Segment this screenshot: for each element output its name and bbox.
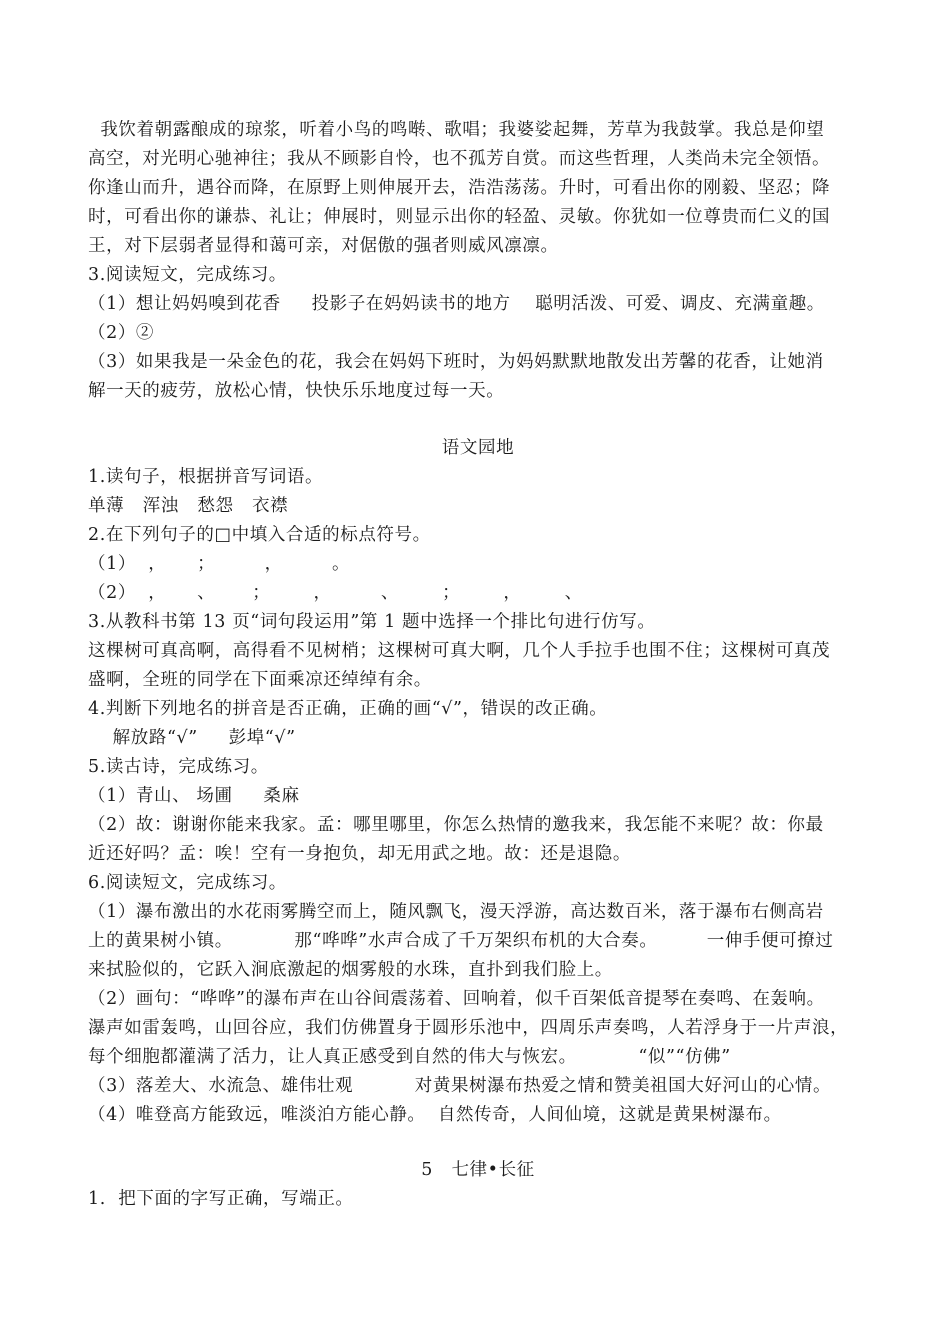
- answer-line: （1）想让妈妈嗅到花香 投影子在妈妈读书的地方 聪明活泼、可爱、调皮、充满童趣。: [88, 294, 825, 314]
- question-title: 1. 把下面的字写正确，写端正。: [88, 1189, 354, 1209]
- question-title: 5.读古诗，完成练习。: [88, 757, 269, 777]
- answer-line: 来拭脸似的，它跃入涧底激起的烟雾般的水珠，直扑到我们脸上。: [88, 960, 613, 980]
- answer-line: （3）落差大、水流急、雄伟壮观 对黄果树瀑布热爱之情和赞美祖国大好河山的心情。: [88, 1076, 832, 1096]
- document-page: [88, 116, 868, 1214]
- section-heading-changzheng: 5 七律•长征: [421, 1160, 535, 1180]
- question-title: 4.判断下列地名的拼音是否正确，正确的画“√”，错误的改正确。: [88, 699, 608, 719]
- answer-line: （2）②: [88, 323, 155, 343]
- answer-line: 这棵树可真高啊，高得看不见树梢；这棵树可真大啊，几个人手拉手也围不住；这棵树可真茂: [88, 641, 831, 661]
- question-title: 3.阅读短文，完成练习。: [88, 265, 287, 285]
- text-line: 高空，对光明心驰神往；我从不顾影自怜，也不孤芳自赏。而这些哲理，人类尚未完全领悟。: [88, 149, 831, 169]
- answer-line: 盛啊，全班的同学在下面乘凉还绰绰有余。: [88, 670, 432, 690]
- section-heading-yuwen-yuandi: 语文园地: [441, 438, 515, 458]
- answer-line: 解放路“√” 彭埠“√”: [88, 728, 296, 748]
- answer-line: 每个细胞都灌满了活力，让人真正感受到自然的伟大与恢宏。 “似”“仿佛”: [88, 1047, 731, 1067]
- answer-line: 单薄 浑浊 愁怨 衣襟: [88, 496, 289, 516]
- answer-block-3: [88, 1185, 868, 1214]
- answer-line: （2）画句：“哗哗”的瀑布声在山谷间震荡着、回响着，似千百架低音提琴在奏鸣、在轰响。: [88, 989, 825, 1009]
- question-title: 6.阅读短文，完成练习。: [88, 873, 287, 893]
- question-title: 3.从教科书第 13 页“词句段运用”第 1 题中选择一个排比句进行仿写。: [88, 612, 656, 632]
- answer-line: （1） ， ； ， 。: [88, 554, 351, 574]
- answer-line: （1）瀑布激出的水花雨雾腾空而上，随风飘飞，漫天浮游，高达数百米，落于瀑布右侧高岩: [88, 902, 824, 922]
- text-line: 你逢山而升，遇谷而降，在原野上则伸展开去，浩浩荡荡。升时，可看出你的刚毅、坚忍；降: [88, 178, 831, 198]
- question-title: 1.读句子，根据拼音写词语。: [88, 467, 324, 487]
- answer-line: （2） ， 、 ； ， 、 ； ， 、: [88, 583, 583, 603]
- answer-line: （3）如果我是一朵金色的花，我会在妈妈下班时，为妈妈默默地散发出芳馨的花香，让她消: [88, 352, 824, 372]
- answer-line: （1）青山、 场圃 桑麻: [88, 786, 300, 806]
- answer-block-1: [88, 116, 868, 406]
- answer-line: （4）唯登高方能致远，唯淡泊方能心静。 自然传奇，人间仙境，这就是黄果树瀑布。: [88, 1105, 782, 1125]
- answer-block-2: [88, 463, 868, 1130]
- text-line: 王，对下层弱者显得和蔼可亲，对倨傲的强者则威风凛凛。: [88, 236, 559, 256]
- question-title: 2.在下列句子的□中填入合适的标点符号。: [88, 525, 431, 545]
- answer-line: 解一天的疲劳，放松心情，快快乐乐地度过每一天。: [88, 381, 505, 401]
- text-line: 我饮着朝露酿成的琼浆，听着小鸟的鸣啭、歌唱；我婆娑起舞，芳草为我鼓掌。我总是仰望: [88, 120, 825, 140]
- answer-line: 瀑声如雷轰鸣，山回谷应，我们仿佛置身于圆形乐池中，四周乐声奏鸣，人若浮身于一片声浪，: [88, 1018, 849, 1038]
- answer-line: （2）故：谢谢你能来我家。孟：哪里哪里，你怎么热情的邀我来，我怎能不来呢？故：你最: [88, 815, 824, 835]
- answer-line: 近还好吗？孟：唉！空有一身抱负，却无用武之地。故：还是退隐。: [88, 844, 631, 864]
- text-line: 时，可看出你的谦恭、礼让；伸展时，则显示出你的轻盈、灵敏。你犹如一位尊贵而仁义的国: [88, 207, 831, 227]
- answer-line: 上的黄果树小镇。 那“哗哗”水声合成了千万架织布机的大合奏。 一伸手便可撩过: [88, 931, 834, 951]
